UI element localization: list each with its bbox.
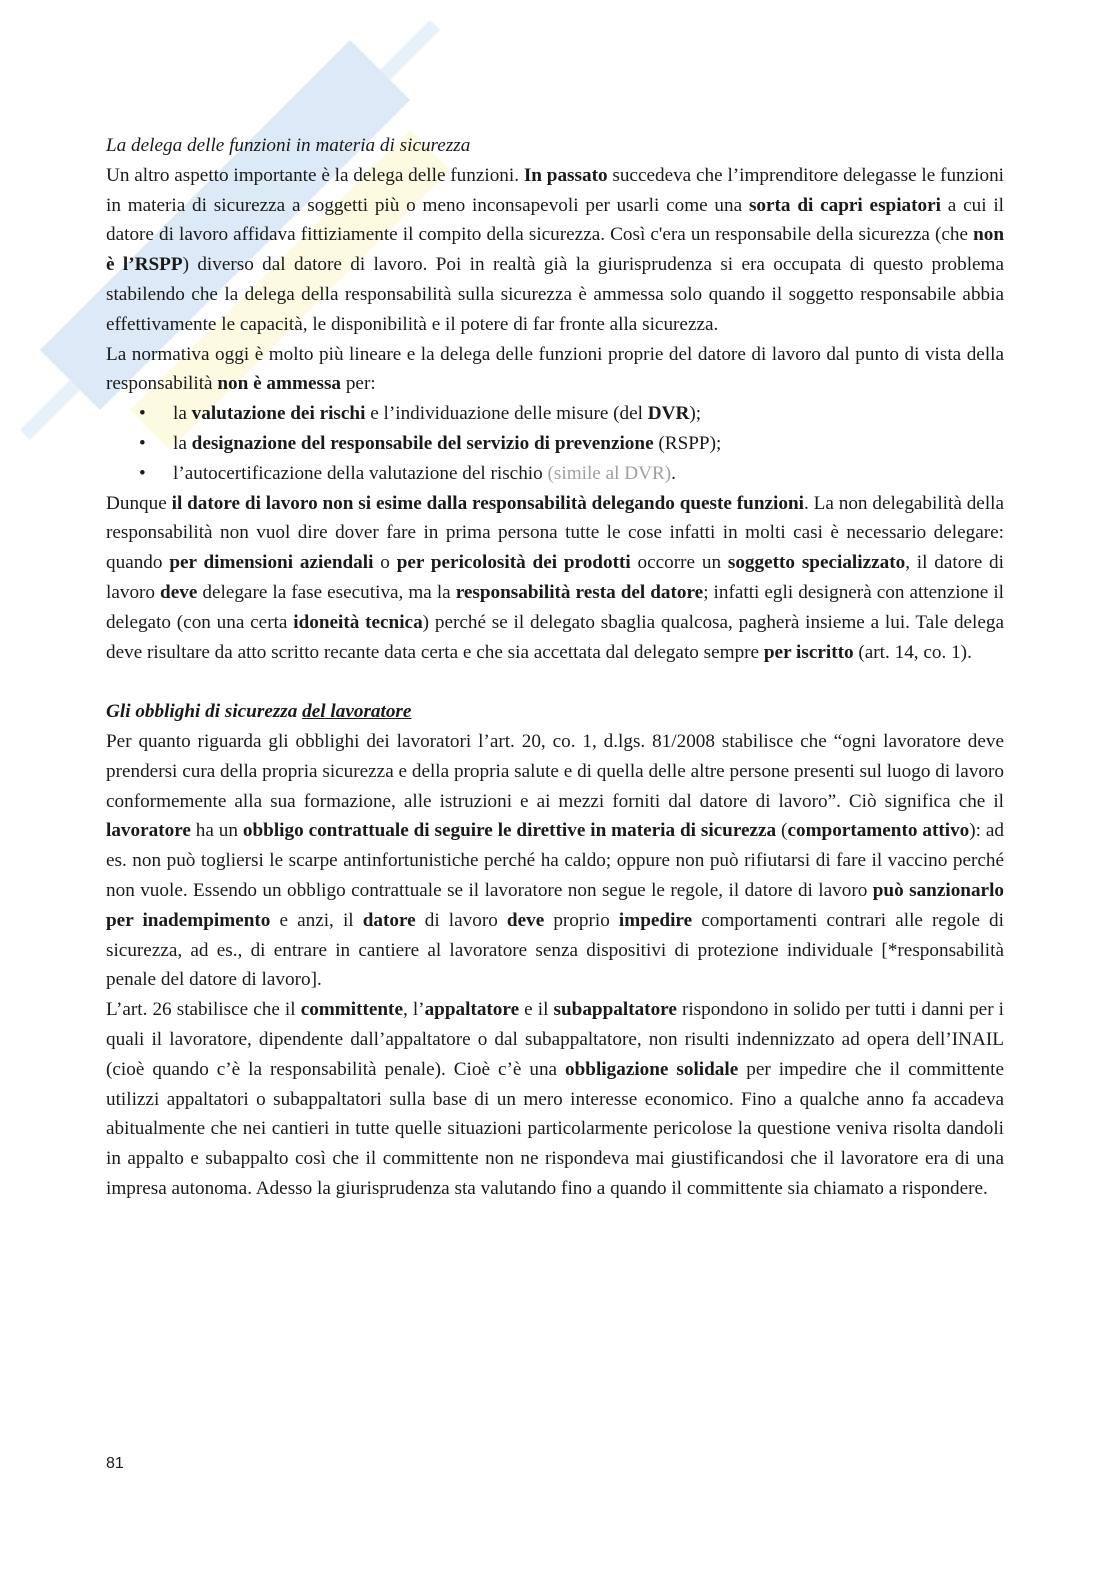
paragraph: La normativa oggi è molto più lineare e la delega delle funzioni proprie del datore di lavoro dal punto di vista della responsabilità non è ammessa per: [106,343,1004,395]
paragraph: Un altro aspetto importante è la delega delle funzioni. In passato succedeva che l’imprenditore delegasse le funzioni in materia di sicurezza a soggetti più o meno inconsapevoli per usarli come una sorta di capri espiatori a cui il datore di lavoro affidava fittiziamente il compito della sicurezza. Così c'era un responsabile della sicurezza (che non è l’RSPP) diverso dal datore di lavoro. Poi in realtà già la giurisprudenza si era occupata di questo problema stabilendo che la delega della responsabilità sulla sicurezza è ammessa solo quando il soggetto responsabile abbia effettivamente le capacità, le disponibilità e il potere di far fronte alla sicurezza. [106,164,1005,335]
section-heading: Gli obblighi di sicurezza del lavoratore [106,701,412,723]
paragraph: Dunque il datore di lavoro non si esime dalla responsabilità delegando queste funzioni. La non delegabilità della responsabilità non vuol dire dover fare in prima persona tutte le cose infatti in molti casi è necessario delegare: quando per dimensioni aziendali o per pericolosità dei prodotti occorre un soggetto specializzato, il datore di lavoro deve delegare la fase esecutiva, ma la responsabilità resta del datore; infatti egli designerà con attenzione il delegato (con una certa idoneità tecnica) perché se il delegato sbaglia qualcosa, pagherà insieme a lui. Tale delega deve risultare da atto scritto recante data certa e che sia accettata dal delegato sempre per iscritto (art. 14, co. 1). [106,492,1005,663]
page-number: 81 [106,1455,124,1472]
section-heading: La delega delle funzioni in materia di sicurezza [106,135,471,156]
paragraph: L’art. 26 stabilisce che il committente, l’appaltatore e il subappaltatore rispondono in solido per tutti i danni per i quali il lavoratore, dipendente dall’appaltatore o dal subappaltatore, non risulti indennizzato ad opera dell’INAIL (cioè quando c’è la responsabilità penale). Cioè c’è una obbligazione solidale per impedire che il committente utilizzi appaltatori o subappaltatori sulla base di un mero interesse economico. Fino a qualche anno fa accadeva abitualmente che nei cantieri in tutte quelle situazioni particolarmente pericolose la questione veniva risolta dandoli in appalto e subappalto così che il committente non ne rispondeva mai giustificandosi che il lavoratore era di una impresa autonoma. Adesso la giurisprudenza sta valutando fino a quando il committente sia chiamato a rispondere. [106,999,1004,1199]
list-item: • la designazione del responsabile del servizio di prevenzione (RSPP); [106,429,1004,459]
list-item: • l’autocertificazione della valutazione del rischio (simile al DVR). [106,459,1004,489]
paragraph: Per quanto riguarda gli obblighi dei lavoratori l’art. 20, co. 1, d.lgs. 81/2008 stabilisce che “ogni lavoratore deve prendersi cura della propria sicurezza e della propria salute e di quella delle altre persone presenti sul luogo di lavoro conformemente alla sua formazione, alle istruzioni e ai mezzi forniti dal datore di lavoro”. Ciò significa che il lavoratore ha un obbligo contrattuale di seguire le direttive in materia di sicurezza (comportamento attivo): ad es. non può togliersi le scarpe antinfortunistiche perché ha caldo; oppure non può rifiutarsi di fare il vaccino perché non vuole. Essendo un obbligo contrattuale se il lavoratore non segue le regole, il datore di lavoro può sanzionarlo per inadempimento e anzi, il datore di lavoro deve proprio impedire comportamenti contrari alle regole di sicurezza, ad es., di entrare in cantiere al lavoratore senza dispositivi di protezione individuale [*responsabilità penale del datore di lavoro]. [106,730,1004,991]
list-item: • la valutazione dei rischi e l’individuazione delle misure (del DVR); [106,399,1004,429]
bullet-list [106,399,1004,488]
document-body [106,131,1004,1204]
